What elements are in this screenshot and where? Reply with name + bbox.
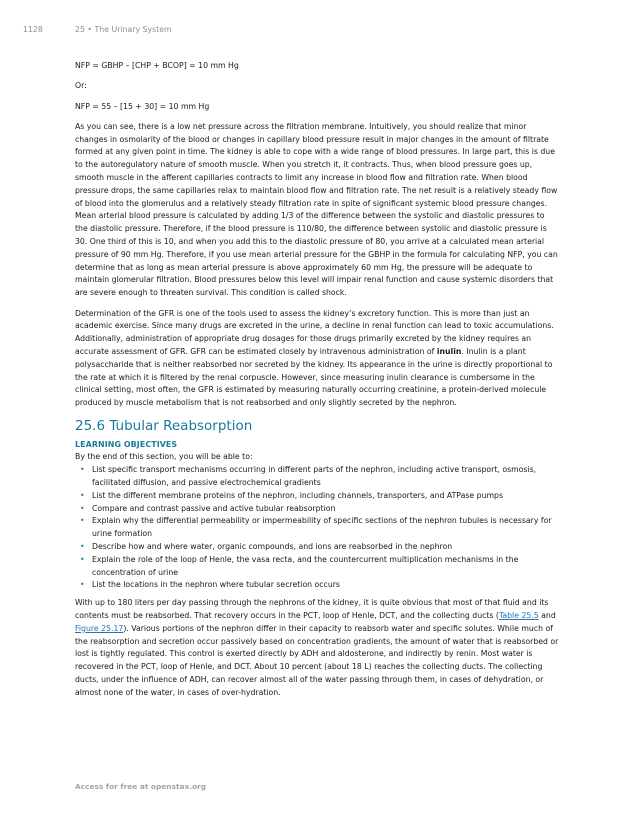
objective-item: • Explain why the differential permeability or impermeability of specific sections of the nephron tubules is necessary for urine formation <box>75 515 559 541</box>
objective-item: • Compare and contrast passive and active tubular reabsorption <box>75 503 559 516</box>
objectives-list <box>75 464 559 592</box>
objectives-intro: By the end of this section, you will be able to: <box>75 452 253 462</box>
objective-item: • List the locations in the nephron where tubular secretion occurs <box>75 579 559 592</box>
reabsorption-text-3: ). Various portions of the nephron differ in their capacity to reabsorb water and specific solutes. While much of the reabsorption and secretion occur passively based on concentration gradients, the amount of water that is reabsorbed or lost is tightly regulated. This control is exerted directly by ADH and aldosterone, and indirectly by renin. Most water is recovered in the PCT, loop of Henle, and DCT. About 10 percent (about 18 L) reaches the collecting ducts. The collecting ducts, under the influence of ADH, can recover almost all of the water passing through them, in cases of dehydration, or almost none of the water, in cases of over-hydration. <box>75 623 559 697</box>
page-footer: Access for free at openstax.org <box>75 782 207 791</box>
objective-item: • List specific transport mechanisms occurring in different parts of the nephron, including active transport, osmosis, facilitated diffusion, and passive electrochemical gradients <box>75 464 559 490</box>
objective-item: • List the different membrane proteins of the nephron, including channels, transporters, and ATPase pumps <box>75 490 559 503</box>
section-title: 25.6 Tubular Reabsorption <box>75 418 253 435</box>
reabsorption-text-2: and <box>538 610 556 620</box>
chapter-title: 25 • The Urinary System <box>75 25 172 34</box>
equation-nfp-formula: NFP = GBHP – [CHP + BCOP] = 10 mm Hg <box>75 61 239 70</box>
paragraph-filtration-pressure: As you can see, there is a low net pressure across the filtration membrane. Intuitively, you should realize that minor changes in osmolarity of the blood or changes in capillary blood pressure result in major changes in the amount of filtrate formed at any given point in time. The kidney is able to cope with a wide range of blood pressures. In large part, this is due to the autoregulatory nature of smooth muscle. When you stretch it, it contracts. Thus, when blood pressure goes up, smooth muscle in the afferent capillaries contracts to limit any increase in blood flow and filtration rate. When blood pressure drops, the same capillaries relax to maintain blood flow and filtration rate. The net result is a relatively steady flow of blood into the glomerulus and a relatively steady filtration rate in spite of significant systemic blood pressure changes. Mean arterial blood pressure is calculated by adding 1/3 of the difference between the systolic and diastolic pressures to the diastolic pressure. Therefore, if the blood pressure is 110/80, the difference between systolic and diastolic pressure is 30. One third of this is 10, and when you add this to the diastolic pressure of 80, you arrive at a calculated mean arterial pressure of 90 mm Hg. Therefore, if you use mean arterial pressure for the GBHP in the formula for calculating NFP, you can determine that as long as mean arterial pressure is above approximately 60 mm Hg, the pressure will be adequate to maintain glomerular filtration. Blood pressures below this level will impair renal function and cause systemic disorders that are severe enough to threaten survival. This condition is called shock. <box>75 121 558 298</box>
objective-item: • Describe how and where water, organic compounds, and ions are reabsorbed in the nephron <box>75 541 559 554</box>
figure-25-17-link[interactable]: Figure 25.17 <box>75 623 124 633</box>
page-number: 1128 <box>23 25 43 34</box>
paragraph-gfr <box>75 308 559 410</box>
equation-nfp-values: NFP = 55 – [15 + 30] = 10 mm Hg <box>75 101 210 111</box>
equation-or-text: Or: <box>75 81 87 91</box>
reabsorption-text-1: With up to 180 liters per day passing through the nephrons of the kidney, it is quite obvious that most of that fluid and its contents must be reabsorbed. That recovery occurs in the PCT, loop of Henle, DCT, and the collecting ducts ( <box>75 598 549 620</box>
paragraph-reabsorption <box>75 597 559 699</box>
running-header <box>23 25 172 34</box>
objective-item: • Explain the role of the loop of Henle, the vasa recta, and the countercurrent multiplication mechanisms in the concentration of urine <box>75 554 559 580</box>
table-25-5-link[interactable]: Table 25.5 <box>498 610 539 620</box>
objectives-heading: LEARNING OBJECTIVES <box>75 440 178 450</box>
main-content <box>75 60 559 707</box>
gfr-text-before: Determination of the GFR is one of the tools used to assess the kidney’s excretory function. This is more than just an academic exercise. Since many drugs are excreted in the urine, a decline in renal function can lead to toxic accumulations. Additionally, administration of appropriate drug dosages for those drugs primarily excreted by the kidney requires an accurate assessment of GFR. GFR can be estimated closely by intravenous administration of <box>75 308 554 356</box>
term-inulin: inulin <box>436 346 462 356</box>
gfr-text-after: . Inulin is a plant polysaccharide that is neither reabsorbed nor secreted by the kidney. Its appearance in the urine is directly proportional to the rate at which it is filtered by the renal corpuscle. However, since measuring inulin clearance is cumbersome in the clinical setting, most often, the GFR is estimated by measuring naturally occurring creatinine, a protein-derived molecule produced by muscle metabolism that is not reabsorbed and only slightly secreted by the nephron. <box>75 346 553 408</box>
